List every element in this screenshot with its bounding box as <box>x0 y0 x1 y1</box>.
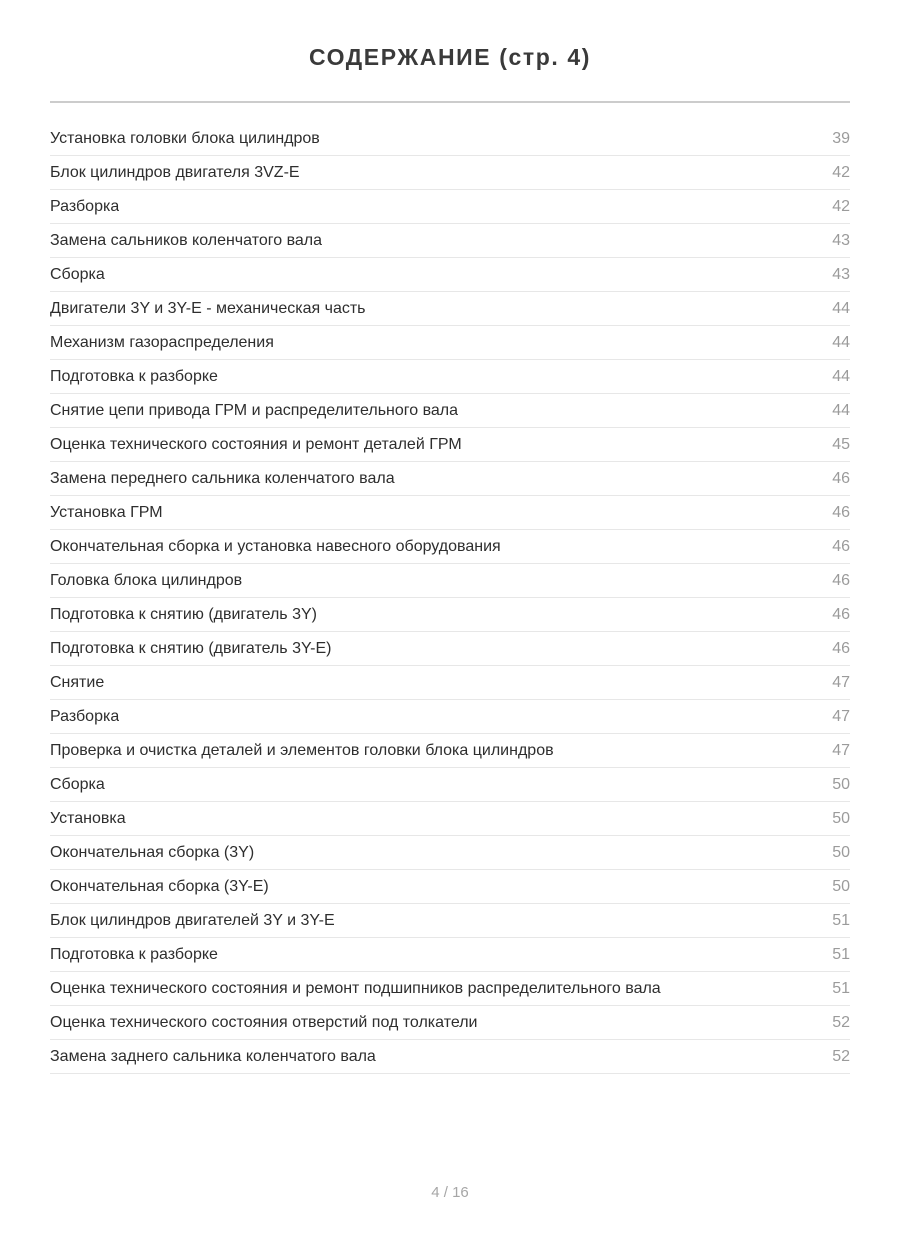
toc-entry-row <box>50 190 850 224</box>
toc-entry-page: 42 <box>832 163 850 181</box>
toc-entry-page: 46 <box>832 639 850 657</box>
toc-entry-page: 47 <box>832 673 850 691</box>
toc-entry-page: 51 <box>832 911 850 929</box>
toc-entry-row <box>50 292 850 326</box>
toc-entry-title: Оценка технического состояния и ремонт подшипников распределительного вала <box>50 979 661 997</box>
toc-entry-page: 44 <box>832 299 850 317</box>
toc-entry-title: Оценка технического состояния отверстий под толкатели <box>50 1013 478 1031</box>
toc-entry-row <box>50 530 850 564</box>
toc-entry-title: Окончательная сборка и установка навесного оборудования <box>50 537 501 555</box>
toc-entry-page: 51 <box>832 945 850 963</box>
toc-entry-page: 52 <box>832 1047 850 1065</box>
toc-entry-title: Проверка и очистка деталей и элементов головки блока цилиндров <box>50 741 554 759</box>
toc-entry-title: Блок цилиндров двигателей 3Y и 3Y-E <box>50 911 335 929</box>
toc-entry-title: Установка головки блока цилиндров <box>50 129 320 147</box>
toc-entry-row <box>50 598 850 632</box>
toc-entry-row <box>50 1006 850 1040</box>
toc-entry-page: 39 <box>832 129 850 147</box>
toc-entry-page: 43 <box>832 265 850 283</box>
toc-entry-page: 46 <box>832 605 850 623</box>
toc-entry-page: 51 <box>832 979 850 997</box>
toc-entry-title: Оценка технического состояния и ремонт деталей ГРМ <box>50 435 462 453</box>
toc-entry-title: Подготовка к разборке <box>50 945 218 963</box>
toc-entry-page: 46 <box>832 503 850 521</box>
toc-entry-title: Снятие <box>50 673 105 691</box>
toc-entry-title: Головка блока цилиндров <box>50 571 243 589</box>
toc-entry-row <box>50 462 850 496</box>
toc-entry-title: Разборка <box>50 197 120 215</box>
toc-entry-title: Сборка <box>50 775 105 793</box>
toc-entry-title: Установка ГРМ <box>50 503 163 521</box>
toc-entry-row <box>50 734 850 768</box>
toc-entry-row <box>50 326 850 360</box>
toc-entry-page: 46 <box>832 469 850 487</box>
toc-entry-row <box>50 224 850 258</box>
toc-entry-row <box>50 564 850 598</box>
toc-entry-row <box>50 428 850 462</box>
toc-entry-row <box>50 904 850 938</box>
toc-entry-row <box>50 938 850 972</box>
toc-entry-row <box>50 394 850 428</box>
toc-entry-page: 50 <box>832 809 850 827</box>
toc-entry-row <box>50 972 850 1006</box>
toc-entry-page: 50 <box>832 843 850 861</box>
toc-entry-row <box>50 870 850 904</box>
title-divider <box>50 101 850 103</box>
page-indicator: 4 / 16 <box>431 1184 469 1201</box>
toc-entry-row <box>50 1040 850 1074</box>
toc-entry-title: Окончательная сборка (3Y-E) <box>50 877 269 895</box>
toc-entry-row <box>50 666 850 700</box>
toc-entry-title: Подготовка к снятию (двигатель 3Y) <box>50 605 317 623</box>
toc-entry-row <box>50 156 850 190</box>
toc-entry-title: Установка <box>50 809 126 827</box>
toc-entry-page: 47 <box>832 707 850 725</box>
toc-entry-page: 42 <box>832 197 850 215</box>
toc-entry-row <box>50 836 850 870</box>
toc-entry-page: 50 <box>832 877 850 895</box>
toc-entry-row <box>50 258 850 292</box>
toc-list <box>50 122 850 1074</box>
toc-entry-page: 50 <box>832 775 850 793</box>
toc-entry-title: Двигатели 3Y и 3Y-E - механическая часть <box>50 299 366 317</box>
toc-entry-page: 52 <box>832 1013 850 1031</box>
toc-entry-row <box>50 122 850 156</box>
toc-entry-page: 45 <box>832 435 850 453</box>
toc-entry-title: Замена заднего сальника коленчатого вала <box>50 1047 376 1065</box>
page-title: СОДЕРЖАНИЕ (стр. 4) <box>308 44 592 70</box>
toc-entry-page: 43 <box>832 231 850 249</box>
toc-entry-row <box>50 632 850 666</box>
toc-entry-row <box>50 360 850 394</box>
toc-entry-title: Механизм газораспределения <box>50 333 274 351</box>
toc-entry-title: Разборка <box>50 707 120 725</box>
toc-entry-title: Блок цилиндров двигателя 3VZ-E <box>50 163 300 181</box>
toc-entry-page: 44 <box>832 401 850 419</box>
toc-entry-page: 46 <box>832 571 850 589</box>
toc-entry-title: Подготовка к снятию (двигатель 3Y-E) <box>50 639 332 657</box>
toc-entry-row <box>50 496 850 530</box>
toc-entry-row <box>50 802 850 836</box>
toc-entry-page: 44 <box>832 367 850 385</box>
toc-entry-row <box>50 768 850 802</box>
toc-entry-title: Снятие цепи привода ГРМ и распределительного вала <box>50 401 459 419</box>
toc-entry-title: Замена переднего сальника коленчатого вала <box>50 469 395 487</box>
toc-entry-title: Сборка <box>50 265 105 283</box>
toc-entry-title: Окончательная сборка (3Y) <box>50 843 255 861</box>
document-page <box>0 44 900 1201</box>
toc-entry-page: 44 <box>832 333 850 351</box>
toc-entry-title: Замена сальников коленчатого вала <box>50 231 323 249</box>
toc-entry-page: 46 <box>832 537 850 555</box>
toc-entry-title: Подготовка к разборке <box>50 367 218 385</box>
toc-entry-page: 47 <box>832 741 850 759</box>
toc-entry-row <box>50 700 850 734</box>
